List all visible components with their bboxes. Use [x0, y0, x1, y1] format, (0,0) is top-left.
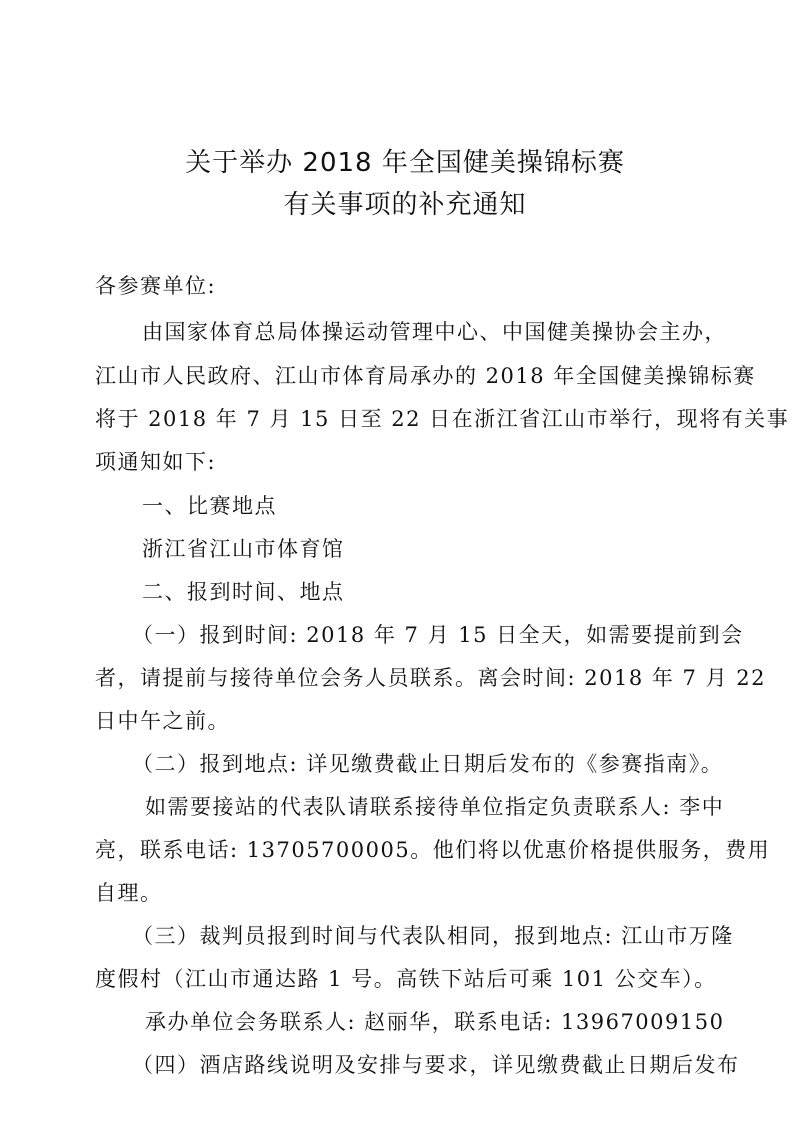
- paragraph-line: 浙江省江山市体育馆: [142, 537, 345, 561]
- paragraph-line: （三）裁判员报到时间与代表队相同，报到地点: 江山市万隆: [132, 924, 734, 948]
- paragraph-line: 亮，联系电话: 13705700005。他们将以优惠价格提供服务，费用: [95, 838, 771, 862]
- paragraph-line: 度假村（江山市通达路 1 号。高铁下站后可乘 101 公交车）。: [95, 967, 717, 991]
- document-title-line-2: 有关事项的补充通知: [283, 190, 527, 220]
- paragraph-line: 由国家体育总局体操运动管理中心、中国健美操协会主办，: [142, 320, 727, 344]
- document-title-line-1: 关于举办 2018 年全国健美操锦标赛: [185, 148, 625, 178]
- paragraph-line: （二）报到地点: 详见缴费截止日期后发布的《参赛指南》。: [132, 752, 724, 776]
- salutation: 各参赛单位:: [95, 274, 217, 298]
- paragraph-line: （一）报到时间: 2018 年 7 月 15 日全天，如需要提前到会: [132, 623, 744, 647]
- paragraph-line: 将于 2018 年 7 月 15 日至 22 日在浙江省江山市举行，现将有关事: [95, 407, 790, 431]
- paragraph-line: 项通知如下:: [95, 450, 217, 474]
- paragraph-line: 自理。: [95, 881, 163, 905]
- section-heading: 一、比赛地点: [142, 494, 277, 518]
- paragraph-line: 者，请提前与接待单位会务人员联系。离会时间: 2018 年 7 月 22: [95, 666, 766, 690]
- paragraph-line: 江山市人民政府、江山市体育局承办的 2018 年全国健美操锦标赛: [95, 364, 756, 388]
- section-heading: 二、报到时间、地点: [142, 580, 345, 604]
- paragraph-line: 承办单位会务联系人: 赵丽华，联系电话: 13967009150: [145, 1010, 725, 1034]
- paragraph-line: 日中午之前。: [95, 709, 230, 733]
- paragraph-line: （四）酒店路线说明及安排与要求，详见缴费截止日期后发布: [132, 1053, 740, 1077]
- paragraph-line: 如需要接站的代表队请联系接待单位指定负责联系人: 李中: [145, 795, 725, 819]
